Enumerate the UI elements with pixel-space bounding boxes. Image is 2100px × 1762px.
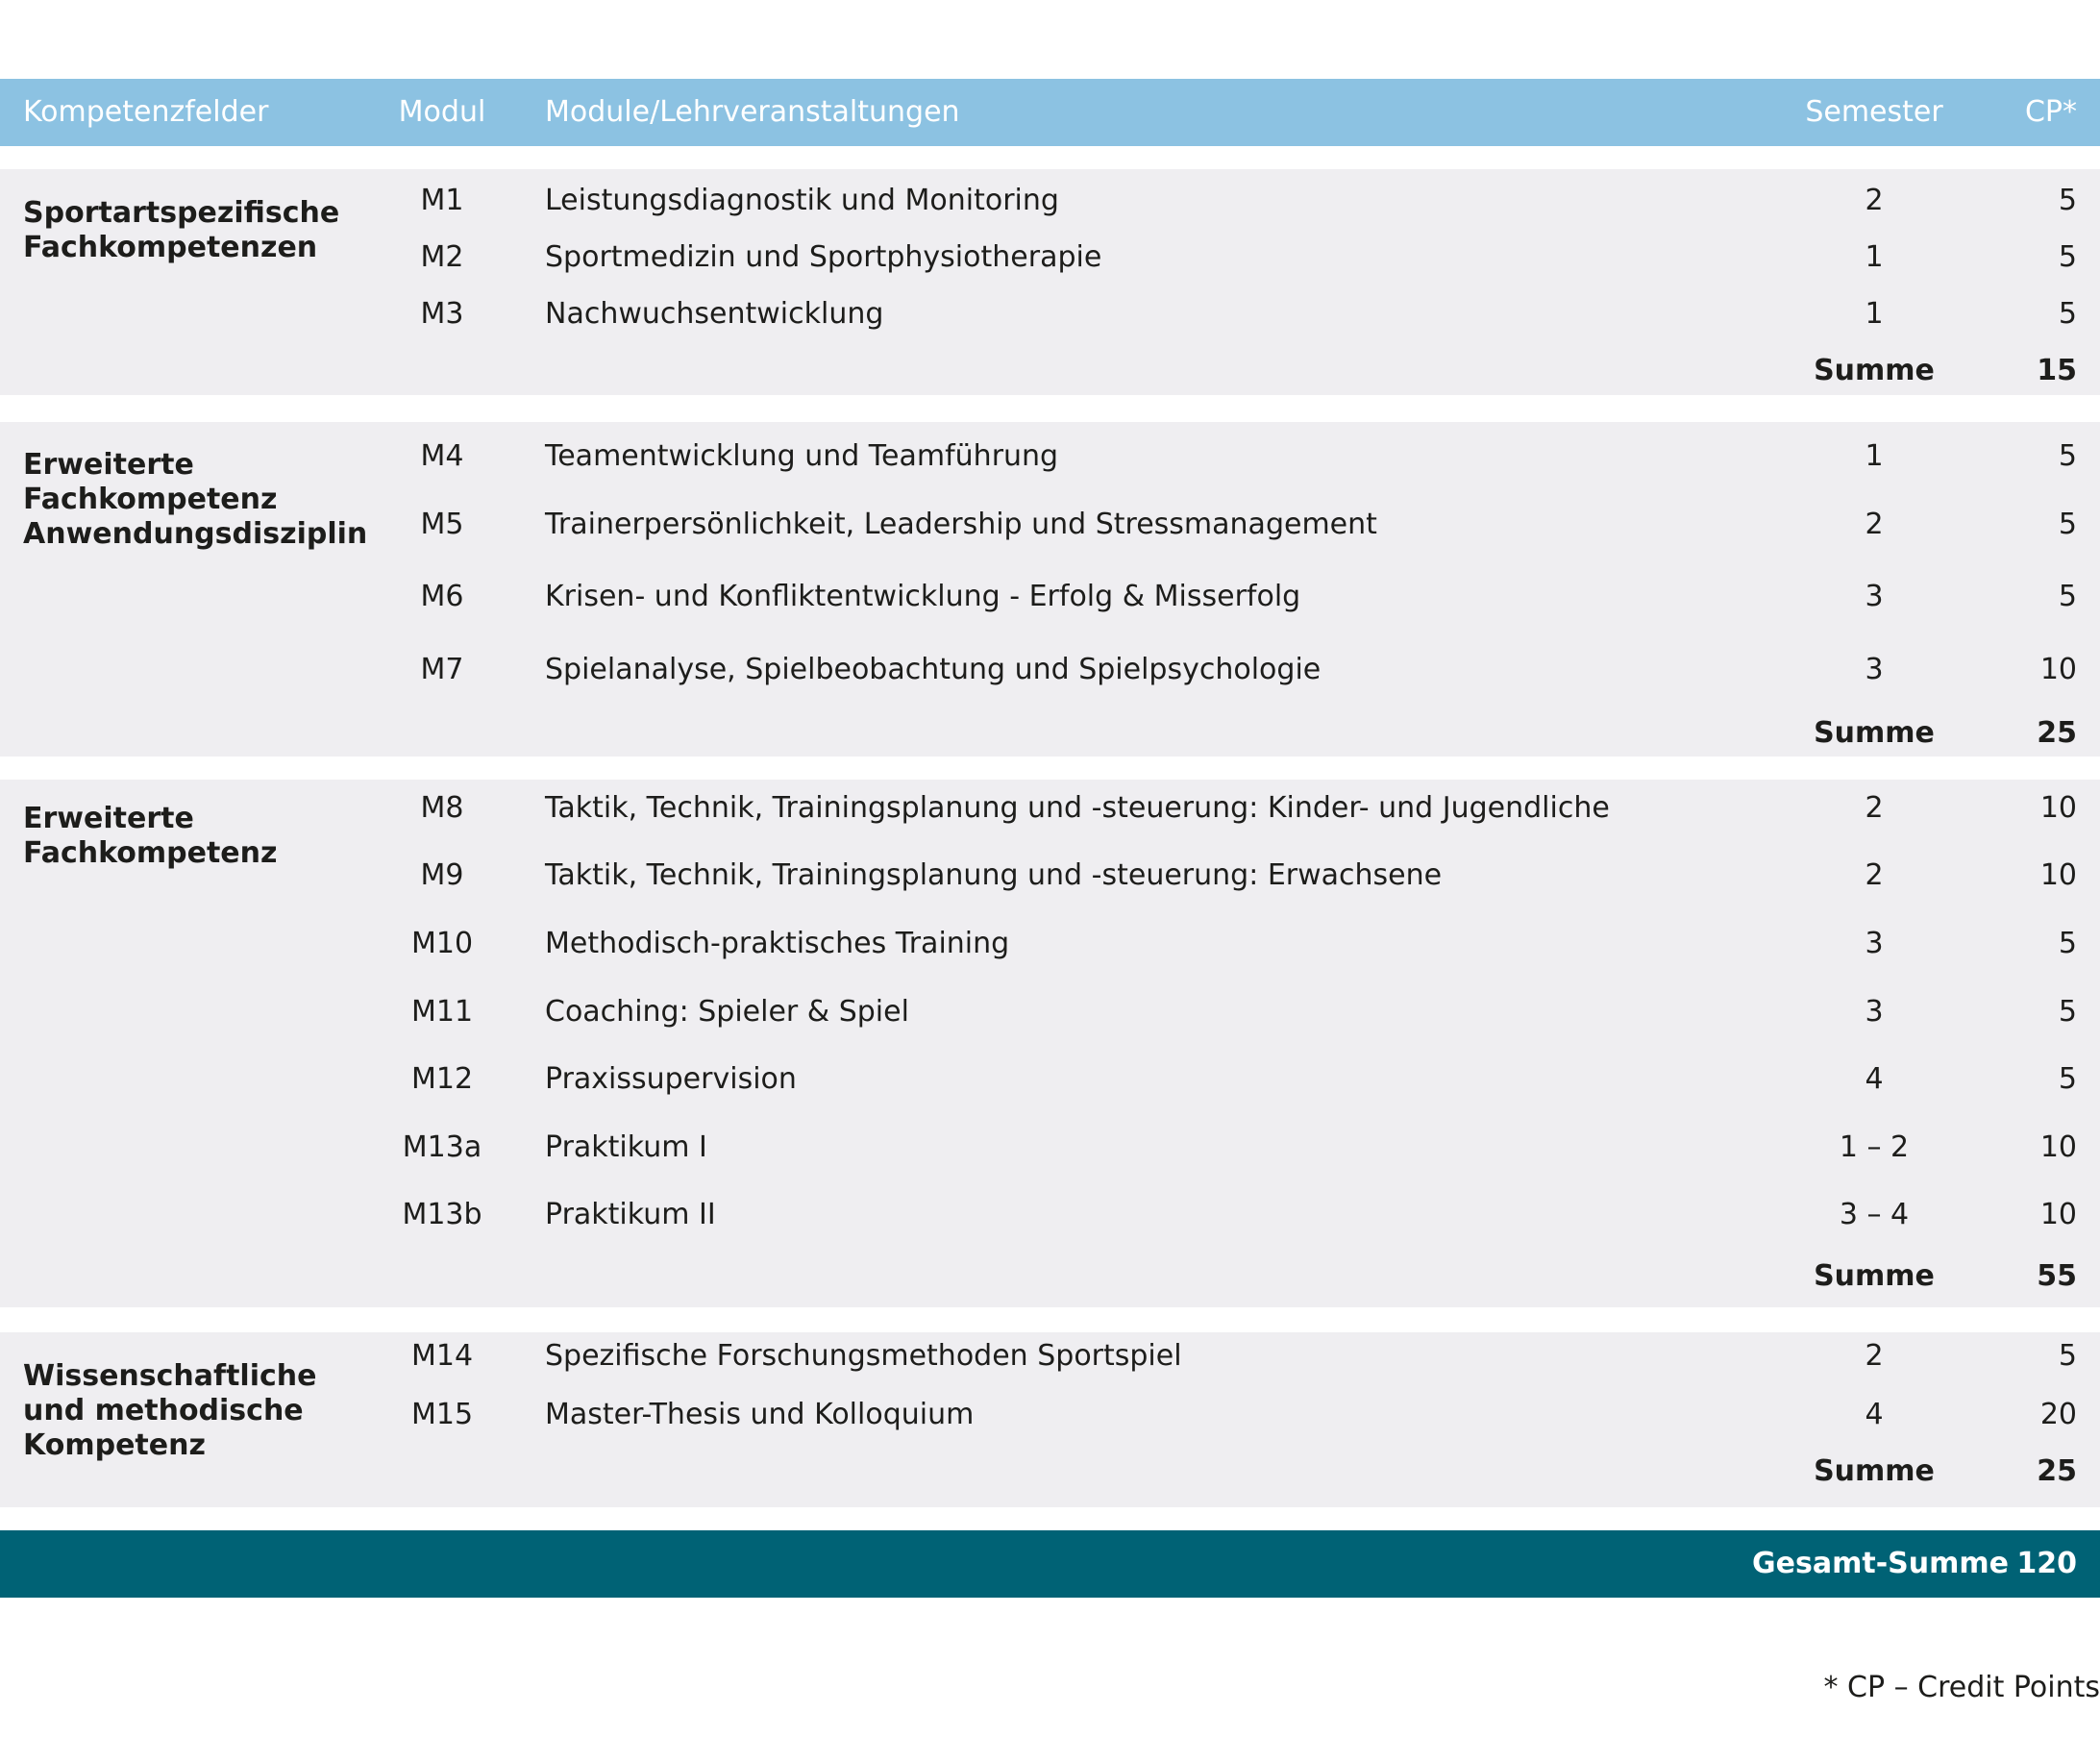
table-row — [0, 921, 2100, 967]
module-code: M10 — [410, 927, 474, 960]
table-row — [0, 1392, 2100, 1438]
module-semester: 4 — [1865, 1398, 1884, 1431]
module-code: M7 — [420, 653, 464, 686]
group-sportartspezifisch — [0, 169, 2100, 395]
module-name: Taktik, Technik, Trainingsplanung und -steuerung: Erwachsene — [545, 858, 1443, 892]
group-title: Wissenschaftliche und methodische Kompetenz — [23, 1359, 317, 1462]
header-modul: Modul — [398, 95, 486, 129]
table-row — [0, 647, 2100, 693]
sum-label: Summe — [1814, 354, 1935, 387]
sum-value: 25 — [2037, 716, 2077, 750]
module-name: Leistungsdiagnostik und Monitoring — [545, 184, 1059, 217]
module-name: Krisen- und Konfliktentwicklung - Erfolg & Misserfolg — [545, 580, 1301, 613]
sum-row — [0, 348, 2100, 394]
module-code: M2 — [420, 240, 464, 274]
header-semester: Semester — [1805, 95, 1943, 129]
module-semester: 2 — [1865, 858, 1884, 892]
module-cp: 5 — [2058, 184, 2077, 217]
module-cp: 5 — [2058, 580, 2077, 613]
module-semester: 2 — [1865, 184, 1884, 217]
table-row — [0, 502, 2100, 548]
table-row — [0, 1125, 2100, 1171]
module-cp: 5 — [2058, 1062, 2077, 1096]
module-semester: 3 — [1865, 995, 1884, 1029]
module-cp: 5 — [2058, 995, 2077, 1029]
module-code: M1 — [420, 184, 464, 217]
sum-row — [0, 710, 2100, 757]
module-cp: 10 — [2039, 1198, 2077, 1231]
table-row — [0, 785, 2100, 831]
sum-label: Summe — [1814, 1259, 1935, 1293]
group-wissenschaftlich — [0, 1332, 2100, 1507]
footnote: * CP – Credit Points — [1823, 1671, 2100, 1704]
sum-value: 25 — [2037, 1454, 2077, 1488]
module-cp: 5 — [2058, 439, 2077, 473]
module-code: M4 — [420, 439, 464, 473]
module-name: Spielanalyse, Spielbeobachtung und Spielpsychologie — [545, 653, 1322, 686]
total-value: 120 — [2016, 1547, 2077, 1580]
sum-label: Summe — [1814, 1454, 1935, 1488]
module-cp: 10 — [2039, 1130, 2077, 1164]
group-anwendungsdisziplin — [0, 422, 2100, 757]
module-semester: 1 – 2 — [1839, 1130, 1910, 1164]
table-header — [0, 79, 2100, 146]
total-row — [0, 1530, 2100, 1598]
module-code: M9 — [420, 858, 464, 892]
module-name: Praktikum II — [545, 1198, 716, 1231]
module-name: Teamentwicklung und Teamführung — [545, 439, 1059, 473]
module-semester: 3 – 4 — [1839, 1198, 1910, 1231]
module-cp: 20 — [2039, 1398, 2077, 1431]
table-row — [0, 1333, 2100, 1379]
module-code: M15 — [410, 1398, 474, 1431]
module-cp: 5 — [2058, 508, 2077, 541]
module-semester: 1 — [1865, 297, 1884, 331]
module-name: Taktik, Technik, Trainingsplanung und -steuerung: Kinder- und Jugendliche — [545, 791, 1610, 825]
table-row — [0, 178, 2100, 224]
sum-row — [0, 1449, 2100, 1495]
table-row — [0, 989, 2100, 1035]
module-cp: 5 — [2058, 240, 2077, 274]
group-title: Erweiterte Fachkompetenz — [23, 802, 278, 870]
table-row — [0, 1056, 2100, 1103]
sum-label: Summe — [1814, 716, 1935, 750]
module-name: Spezifische Forschungsmethoden Sportspiel — [545, 1339, 1182, 1373]
module-cp: 5 — [2058, 297, 2077, 331]
table-row — [0, 853, 2100, 899]
module-code: M13a — [402, 1130, 482, 1164]
module-code: M13b — [402, 1198, 482, 1231]
module-semester: 3 — [1865, 653, 1884, 686]
module-name: Methodisch-praktisches Training — [545, 927, 1010, 960]
module-cp: 5 — [2058, 1339, 2077, 1373]
header-cp: CP* — [2024, 95, 2077, 129]
sum-value: 15 — [2037, 354, 2077, 387]
table-row — [0, 434, 2100, 480]
module-semester: 2 — [1865, 1339, 1884, 1373]
module-code: M14 — [410, 1339, 474, 1373]
module-name: Praktikum I — [545, 1130, 707, 1164]
module-semester: 1 — [1865, 439, 1884, 473]
module-cp: 10 — [2039, 653, 2077, 686]
module-code: M6 — [420, 580, 464, 613]
total-label: Gesamt-Summe — [1752, 1547, 2009, 1580]
module-semester: 2 — [1865, 791, 1884, 825]
table-row — [0, 1192, 2100, 1238]
sum-row — [0, 1253, 2100, 1300]
module-code: M12 — [410, 1062, 474, 1096]
module-cp: 10 — [2039, 858, 2077, 892]
header-kompetenzfelder: Kompetenzfelder — [23, 95, 269, 129]
module-code: M5 — [420, 508, 464, 541]
module-code: M3 — [420, 297, 464, 331]
module-cp: 10 — [2039, 791, 2077, 825]
group-erweiterte-fachkompetenz — [0, 780, 2100, 1307]
group-title: Erweiterte Fachkompetenz Anwendungsdisziplin — [23, 448, 368, 551]
module-semester: 4 — [1865, 1062, 1884, 1096]
module-semester: 1 — [1865, 240, 1884, 274]
module-code: M11 — [410, 995, 474, 1029]
module-semester: 3 — [1865, 927, 1884, 960]
module-name: Nachwuchsentwicklung — [545, 297, 884, 331]
module-cp: 5 — [2058, 927, 2077, 960]
module-semester: 3 — [1865, 580, 1884, 613]
header-lehrveranstaltungen: Module/Lehrveranstaltungen — [545, 95, 960, 129]
module-name: Praxissupervision — [545, 1062, 797, 1096]
module-code: M8 — [420, 791, 464, 825]
group-title: Sportartspezifische Fachkompetenzen — [23, 196, 340, 264]
module-name: Sportmedizin und Sportphysiotherapie — [545, 240, 1102, 274]
table-row — [0, 291, 2100, 337]
module-name: Trainerpersönlichkeit, Leadership und Stressmanagement — [545, 508, 1377, 541]
module-name: Coaching: Spieler & Spiel — [545, 995, 909, 1029]
sum-value: 55 — [2037, 1259, 2077, 1293]
table-row — [0, 235, 2100, 281]
table-row — [0, 574, 2100, 620]
module-semester: 2 — [1865, 508, 1884, 541]
module-name: Master-Thesis und Kolloquium — [545, 1398, 975, 1431]
